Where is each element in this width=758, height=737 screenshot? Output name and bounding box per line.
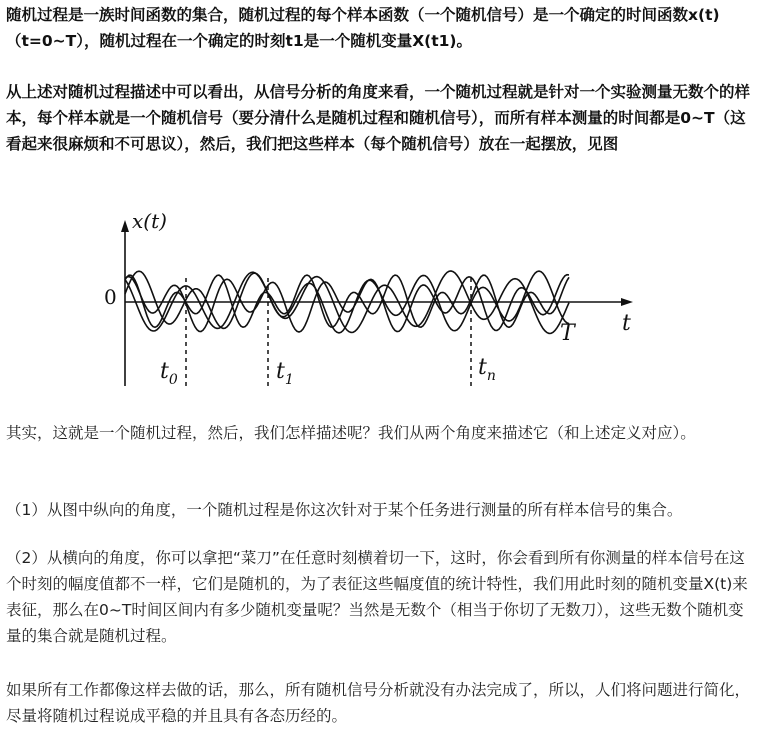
end-time-label: T <box>560 321 575 346</box>
x-axis-label: t <box>622 311 631 336</box>
paragraph-definition: 随机过程是一族时间函数的集合，随机过程的每个样本函数（一个随机信号）是一个确定的时间函数x(t)（t=0~T），随机过程在一个确定的时刻t1是一个随机变量X(t1)。 <box>6 6 720 50</box>
random-process-svg <box>100 208 645 390</box>
paragraph-horizontal-view: （2）从横向的角度，你可以拿把“菜刀”在任意时刻横着切一下，这时，你会看到所有你测量的样本信号在这个时刻的幅度值都不一样，它们是随机的，为了表征这些幅度值的统计特性，我们用此时刻的随机变量X(t)来表征，那么在0~T时间区间内有多少随机变量呢？当然是无数个（相当于你切了无数刀），这些无数个随机变量的集合就是随机过程。 <box>6 549 748 645</box>
y-axis-label: x(t) <box>132 209 167 233</box>
origin-label: 0 <box>104 285 117 309</box>
random-process-figure <box>100 208 645 390</box>
paragraph-signal-analysis: 从上述对随机过程描述中可以看出，从信号分析的角度来看，一个随机过程就是针对一个实验测量无数个的样本，每个样本就是一个随机信号（要分清什么是随机过程和随机信号），而所有样本测量的时间都是0~T（这看起来很麻烦和不可思议），然后，我们把这些样本（每个随机信号）放在一起摆放，见图 <box>6 83 751 153</box>
marker-label-t0: $t_0$ <box>160 359 178 388</box>
paragraph-vertical-view: （1）从图中纵向的角度，一个随机过程是你这次针对于某个任务进行测量的所有样本信号的集合。 <box>6 501 683 519</box>
marker-label-tn: $t_n$ <box>478 355 496 384</box>
paragraph-how-to-describe: 其实，这就是一个随机过程，然后，我们怎样描述呢？我们从两个角度来描述它（和上述定义对应）。 <box>6 424 696 442</box>
marker-label-t1: $t_1$ <box>276 359 294 388</box>
x-axis-arrow <box>621 298 633 306</box>
y-axis-arrow <box>121 220 129 232</box>
paragraph-simplification: 如果所有工作都像这样去做的话，那么，所有随机信号分析就没有办法完成了，所以，人们将问题进行简化，尽量将随机过程说成平稳的并且具有各态历经的。 <box>6 681 751 725</box>
